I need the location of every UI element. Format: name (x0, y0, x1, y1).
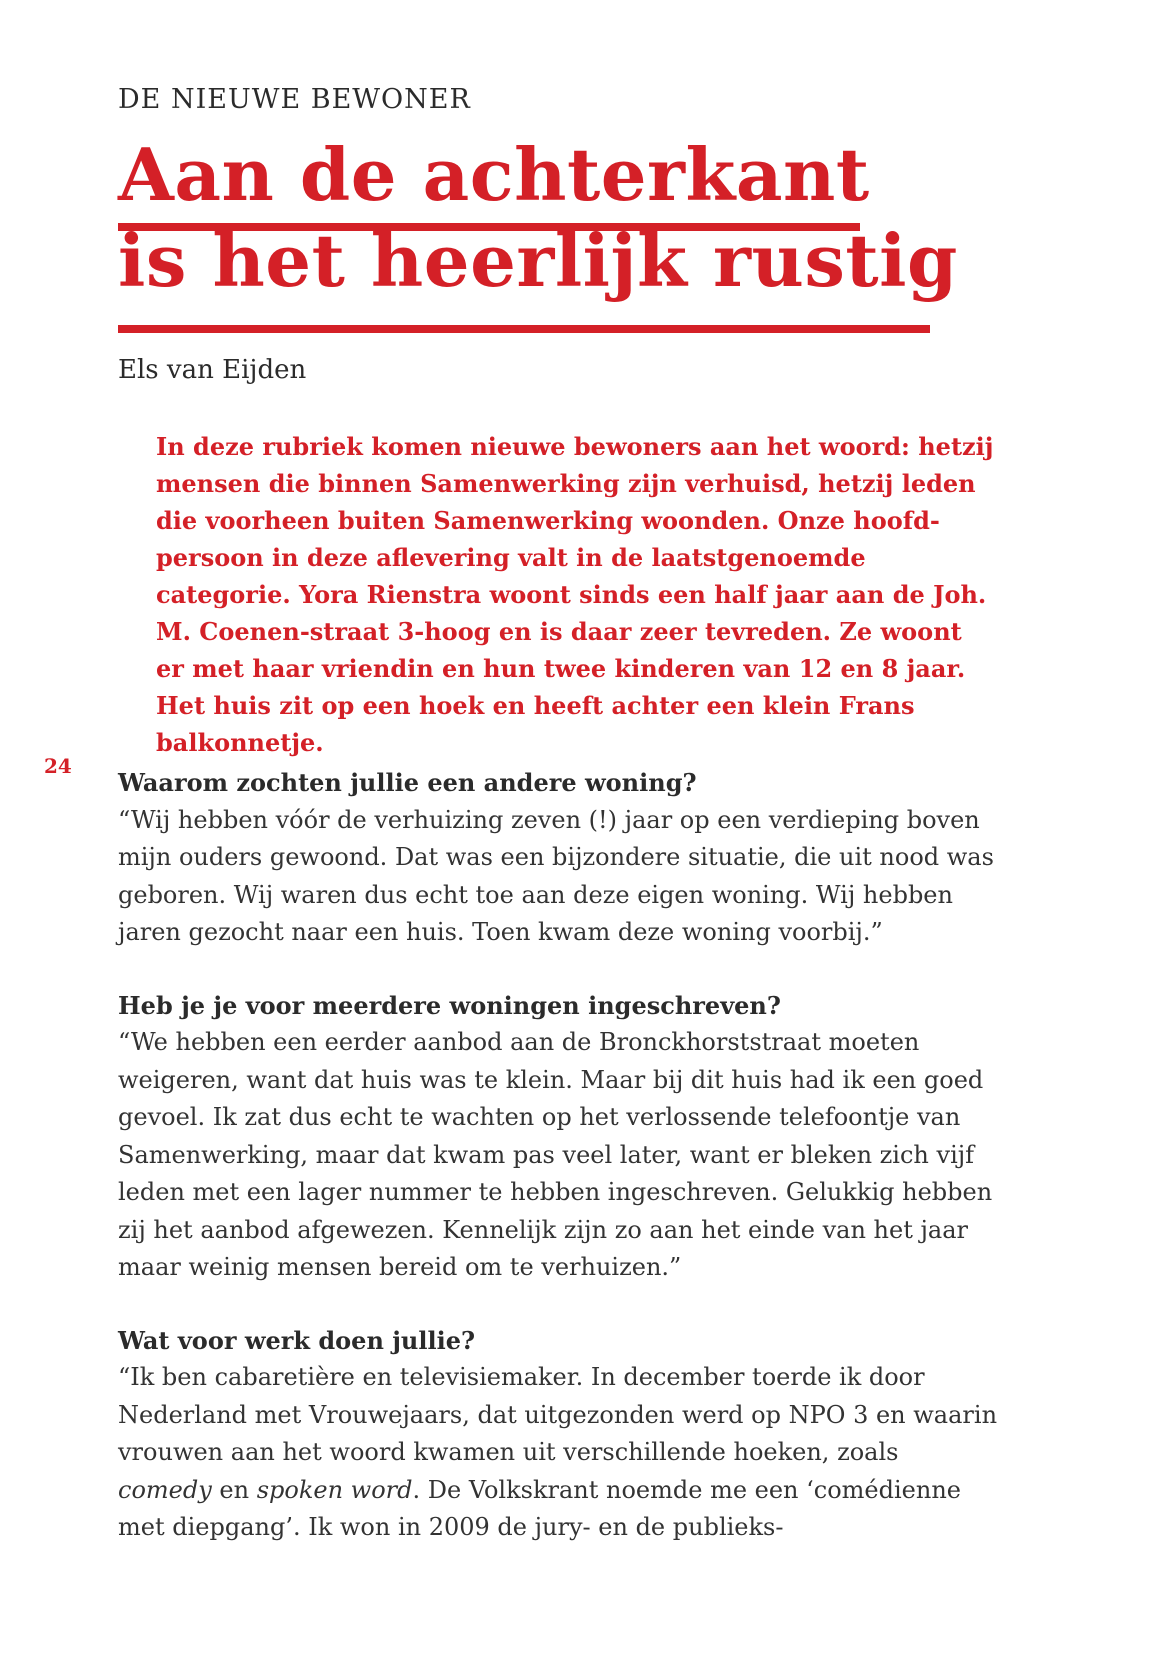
qa-block (118, 1322, 998, 1547)
answer (118, 1359, 998, 1547)
question: Waarom zochten jullie een andere woning? (118, 768, 697, 797)
qa-block (118, 764, 998, 952)
answer: “Wij hebben vóór de verhuizing zeven (!) jaar op een verdieping boven mijn ouders gewoond. Dat was een bijzondere situatie, die uit nood was geboren. Wij waren dus echt toe aan deze eigen woning. Wij hebben jaren gezocht naar een huis. Toen kwam deze woning voorbij.” (118, 805, 994, 946)
page-number: 24 (44, 754, 72, 778)
headline-underline-2 (118, 325, 930, 333)
section-label: DE NIEUWE BEWONER (118, 84, 471, 115)
answer-text: en (211, 1475, 257, 1504)
headline-text-2: is het heerlijk rustig (118, 218, 958, 303)
answer-italic: comedy (118, 1475, 212, 1504)
qa-block (118, 987, 998, 1287)
headline-line-2 (118, 218, 1058, 304)
headline (118, 132, 1058, 304)
article-body (118, 764, 998, 1582)
headline-line-1 (118, 132, 1058, 218)
answer: “We hebben een eerder aanbod aan de Bronckhorststraat moeten weigeren, want dat huis was te klein. Maar bij dit huis had ik een goed gevoel. Ik zat dus echt te wachten op het verlossende telefoontje van Samenwerking, maar dat kwam pas veel later, want er bleken zich vijf leden met een lager nummer te hebben ingeschreven. Gelukkig hebben zij het aanbod afgewezen. Kennelijk zijn zo aan het einde van het jaar maar weinig mensen bereid om te verhuizen.” (118, 1028, 993, 1281)
question: Heb je je voor meerdere woningen ingeschreven? (118, 990, 781, 1020)
question: Wat voor werk doen jullie? (118, 1325, 476, 1355)
author-byline: Els van Eijden (118, 355, 307, 385)
answer-text: . De Volkskrant noemde me een ‘comédienne met diepgang’. Ik won in 2009 de jury- en de publieks- (118, 1475, 961, 1541)
headline-text-1: Aan de achterkant (118, 132, 870, 217)
answer-italic: spoken word (256, 1475, 413, 1504)
answer-text: “Ik ben cabaretière en televisiemaker. In december toerde ik door Nederland met Vrouwejaars, dat uitgezonden werd op NPO 3 en waarin vrouwen aan het woord kwamen uit verschillende hoeken, zoals (118, 1363, 998, 1466)
intro-paragraph: In deze rubriek komen nieuwe bewoners aan het woord: hetzij mensen die binnen Samenwerking zijn verhuisd, hetzij leden die voorheen buiten Samenwerking woonden. Onze hoofd-persoon in deze aflevering valt in de laatstgenoemde categorie. Yora Rienstra woont sinds een half jaar aan de Joh. M. Coenen-straat 3-hoog en is daar zeer tevreden. Ze woont er met haar vriendin en hun twee kinderen van 12 en 8 jaar. Het huis zit op een hoek en heeft achter een klein Frans balkonnetje. (156, 432, 994, 757)
